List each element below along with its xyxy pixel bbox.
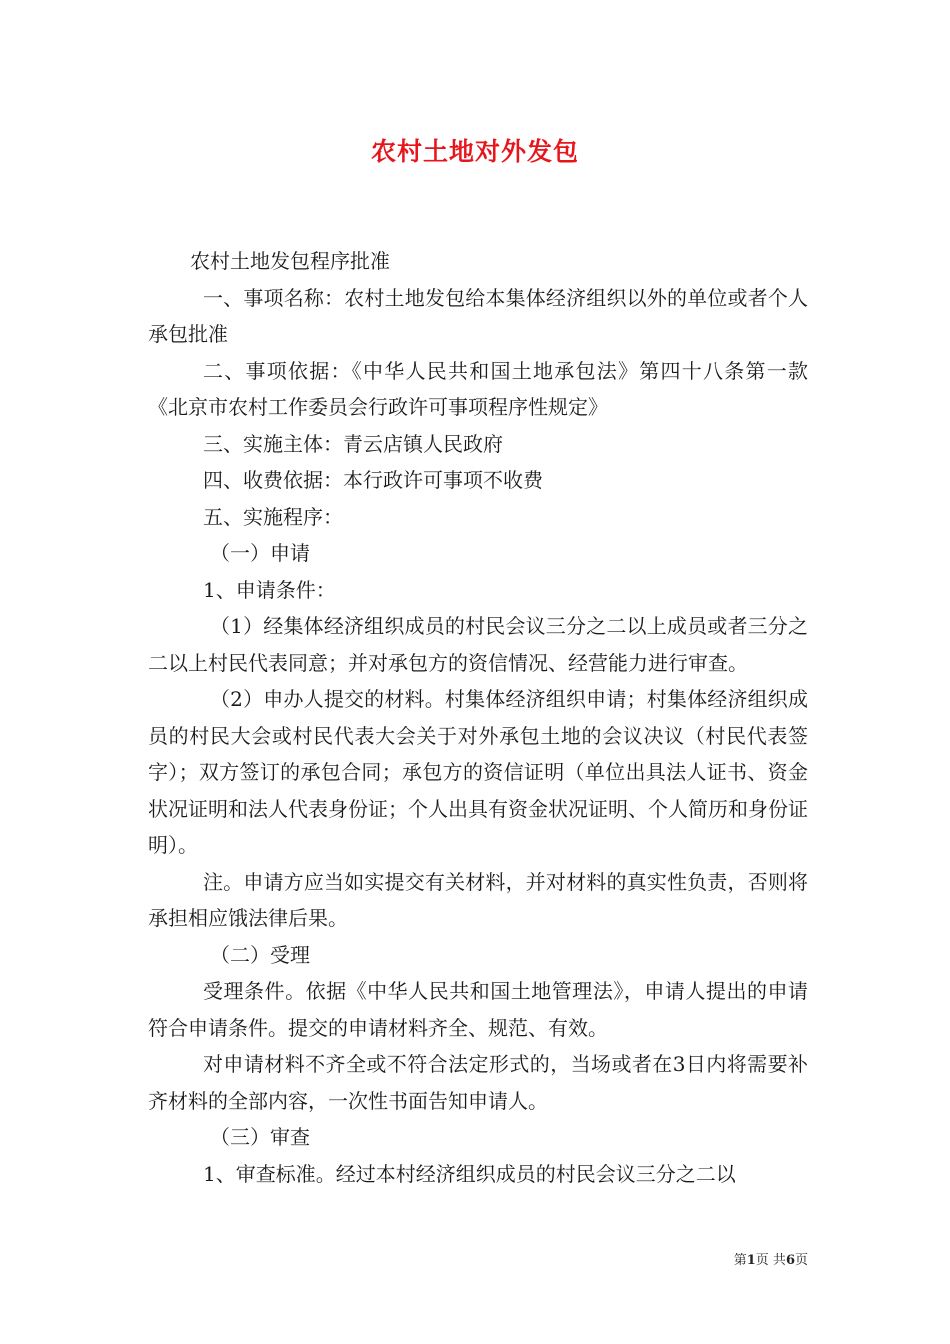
footer-prefix: 第	[733, 1253, 747, 1268]
paragraph: 三、实施主体：青云店镇人民政府	[203, 431, 503, 456]
paragraph: （三）审查	[210, 1125, 310, 1149]
paragraph: 注。申请方应当如实提交有关材料，并对材料的真实性负责，否则将承担相应饿法律后果。	[148, 869, 808, 930]
paragraph: 四、收费依据：本行政许可事项不收费	[203, 468, 543, 492]
paragraph: 受理条件。依据《中华人民共和国土地管理法》，申请人提出的申请符合申请条件。提交的申请材料齐全、规范、有效。	[148, 979, 808, 1040]
paragraph: 对申请材料不齐全或不符合法定形式的，当场或者在3日内将需要补齐材料的全部内容，一次性书面告知申请人。	[148, 1052, 808, 1113]
paragraph: （二）受理	[210, 942, 310, 967]
total-page-number: 6	[785, 1253, 795, 1268]
document-body	[148, 243, 808, 1192]
paragraph: 二、事项依据：《中华人民共和国土地承包法》第四十八条第一款《北京市农村工作委员会行政许可事项程序性规定》	[148, 358, 808, 419]
footer-middle: 页 共	[755, 1253, 786, 1268]
footer-suffix: 页	[794, 1253, 808, 1268]
paragraph: 1、审查标准。经过本村经济组织成员的村民会议三分之二以	[203, 1161, 736, 1186]
current-page-number: 1	[746, 1253, 756, 1268]
paragraph: 1、申请条件：	[203, 577, 336, 602]
document-title: 农村土地对外发包	[370, 137, 579, 166]
paragraph: 农村土地发包程序批准	[190, 249, 390, 273]
paragraph: （2）申办人提交的材料。村集体经济组织申请；村集体经济组织成员的村民大会或村民代表大会关于对外承包土地的会议决议（村民代表签字）；双方签订的承包合同；承包方的资信证明（单位出具法人证书、资金状况证明和法人代表身份证；个人出具有资金状况证明、个人简历和身份证明）。	[148, 687, 808, 857]
paragraph: 一、事项名称：农村土地发包给本集体经济组织以外的单位或者个人承包批准	[148, 285, 808, 346]
paragraph: （1）经集体经济组织成员的村民会议三分之二以上成员或者三分之二以上村民代表同意；并对承包方的资信情况、经营能力进行审查。	[148, 614, 808, 675]
page-footer	[734, 1249, 808, 1268]
paragraph: （一）申请	[210, 541, 310, 565]
paragraph: 五、实施程序：	[203, 504, 343, 529]
